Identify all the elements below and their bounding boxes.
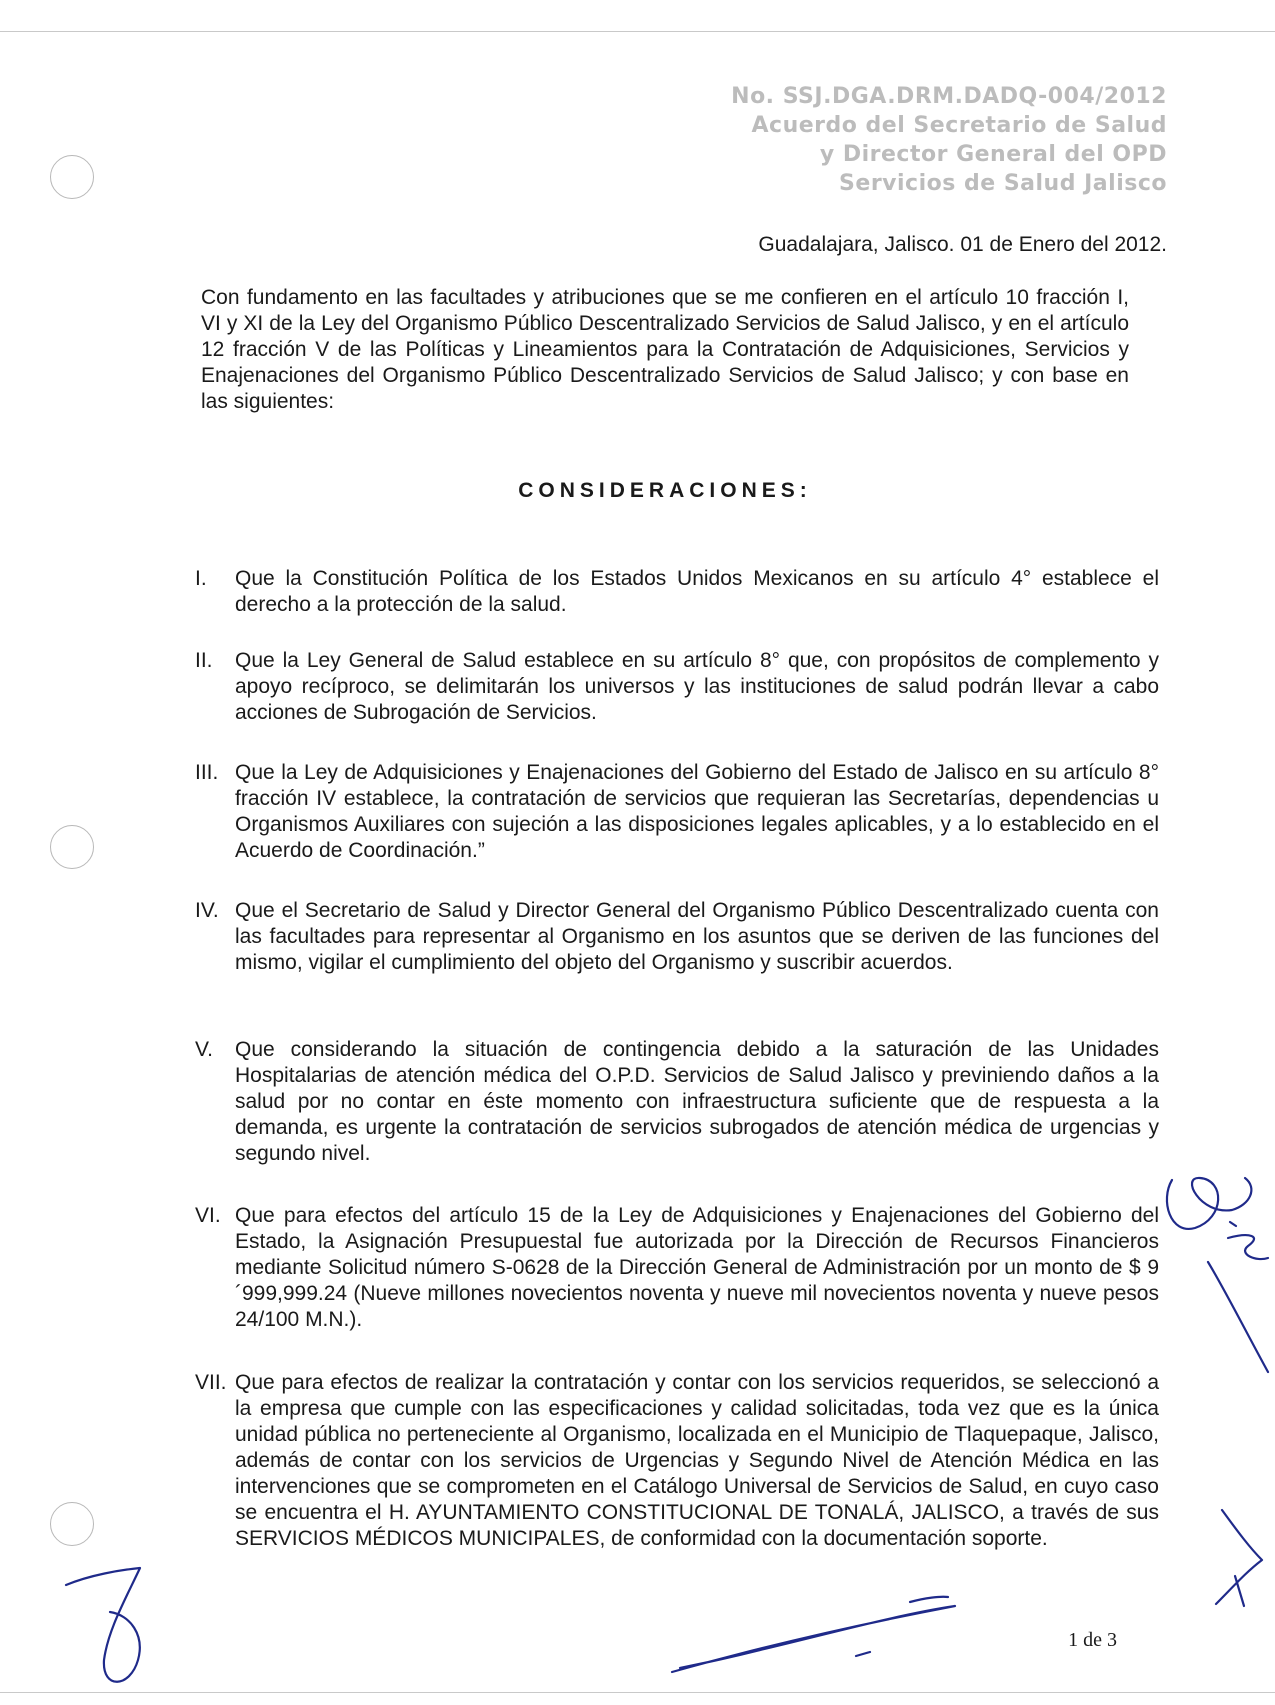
punch-hole-bottom <box>50 1502 94 1546</box>
document-reference-block <box>731 82 1167 198</box>
item-number: VII. <box>195 1371 227 1394</box>
item-text: Que la Constitución Política de los Estados Unidos Mexicanos en su artículo 4° establece el derecho a la protección de la salud. <box>235 567 1159 616</box>
consideration-item <box>195 648 1159 726</box>
initials-right-margin <box>1167 1178 1268 1606</box>
scan-edge-top <box>0 31 1275 32</box>
reference-line-3: y Director General del OPD <box>819 142 1167 167</box>
item-number: II. <box>195 649 213 672</box>
punch-hole-top <box>50 155 94 199</box>
item-text: Que considerando la situación de contingencia debido a la saturación de las Unidades Hospitalarias de atención médica del O.P.D. Servicios de Salud Jalisco y previniendo daños a la salud por no contar en éste momento con infraestructura suficiente que de respuesta a la demanda, es urgente la contratación de servicios subrogados de atención médica de urgencias y segundo nivel. <box>235 1038 1159 1165</box>
consideration-item <box>195 760 1159 864</box>
item-number: I. <box>195 567 207 590</box>
item-text: Que la Ley General de Salud establece en su artículo 8° que, con propósitos de complemento y apoyo recíproco, se delimitarán los universos y las instituciones de salud podrán llevar a cabo acciones de Subrogación de Servicios. <box>235 649 1159 724</box>
item-text: Que la Ley de Adquisiciones y Enajenaciones del Gobierno del Estado de Jalisco en su artículo 8° fracción IV establece, la contratación de servicios que requieran las Secretarías, dependencias u Organismos Auxiliares con sujeción a las disposiciones legales aplicables, y a lo establecido en el Acuerdo de Coordinación.” <box>235 761 1159 862</box>
item-number: VI. <box>195 1204 221 1227</box>
reference-number: No. SSJ.DGA.DRM.DADQ-004/2012 <box>731 84 1167 109</box>
item-number: V. <box>195 1038 213 1061</box>
consideration-item <box>195 1203 1159 1333</box>
consideration-item <box>195 898 1159 976</box>
reference-line-4: Servicios de Salud Jalisco <box>839 171 1167 196</box>
item-text: Que el Secretario de Salud y Director General del Organismo Público Descentralizado cuenta con las facultades para representar al Organismo en los asuntos que se deriven de las funciones del mismo, vigilar el cumplimiento del objeto del Organismo y suscribir acuerdos. <box>235 899 1159 974</box>
consideration-item <box>195 1370 1159 1552</box>
page-number: 1 de 3 <box>1068 1629 1117 1651</box>
item-text: Que para efectos de realizar la contratación y contar con los servicios requeridos, se seleccionó a la empresa que cumple con las especificaciones y calidad solicitadas, toda vez que es la única unidad pública no perteneciente al Organismo, localizada en el Municipio de Tlaquepaque, Jalisco, además de contar con los servicios de Urgencias y Segundo Nivel de Atención Médica en las intervenciones que se comprometen en el Catálogo Universal de Servicios de Salud, en cuyo caso se encuentra el H. AYUNTAMIENTO CONSTITUCIONAL DE TONALÁ, JALISCO, a través de sus SERVICIOS MÉDICOS MUNICIPALES, de conformidad con la documentación soporte. <box>235 1371 1159 1550</box>
item-text: Que para efectos del artículo 15 de la Ley de Adquisiciones y Enajenaciones del Gobierno del Estado, la Asignación Presupuestal fue autorizada por la Dirección de Recursos Financieros mediante Solicitud número S-0628 de la Dirección General de Administración por un monto de $ 9´999,999.24 (Nueve millones novecientos noventa y nueve mil novecientos noventa y nueve pesos 24/100 M.N.). <box>235 1204 1159 1331</box>
intro-paragraph: Con fundamento en las facultades y atribuciones que se me confieren en el artículo 10 fracción I, VI y XI de la Ley del Organismo Público Descentralizado Servicios de Salud Jalisco, y en el artículo 12 fracción V de las Políticas y Lineamientos para la Contratación de Adquisiciones, Servicios y Enajenaciones del Organismo Público Descentralizado Servicios de Salud Jalisco; y con base en las siguientes: <box>201 286 1129 413</box>
item-number: III. <box>195 761 219 784</box>
signature-bottom <box>672 1597 955 1672</box>
consideration-item <box>195 1037 1159 1167</box>
considerations-heading: CONSIDERACIONES: <box>518 479 812 502</box>
item-number: IV. <box>195 899 219 922</box>
reference-line-2: Acuerdo del Secretario de Salud <box>751 113 1167 138</box>
scan-edge-bottom <box>0 1692 1275 1693</box>
document-date: Guadalajara, Jalisco. 01 de Enero del 2012. <box>758 233 1167 256</box>
punch-hole-middle <box>50 825 94 869</box>
initials-left-margin <box>66 1568 140 1682</box>
consideration-item <box>195 566 1159 618</box>
